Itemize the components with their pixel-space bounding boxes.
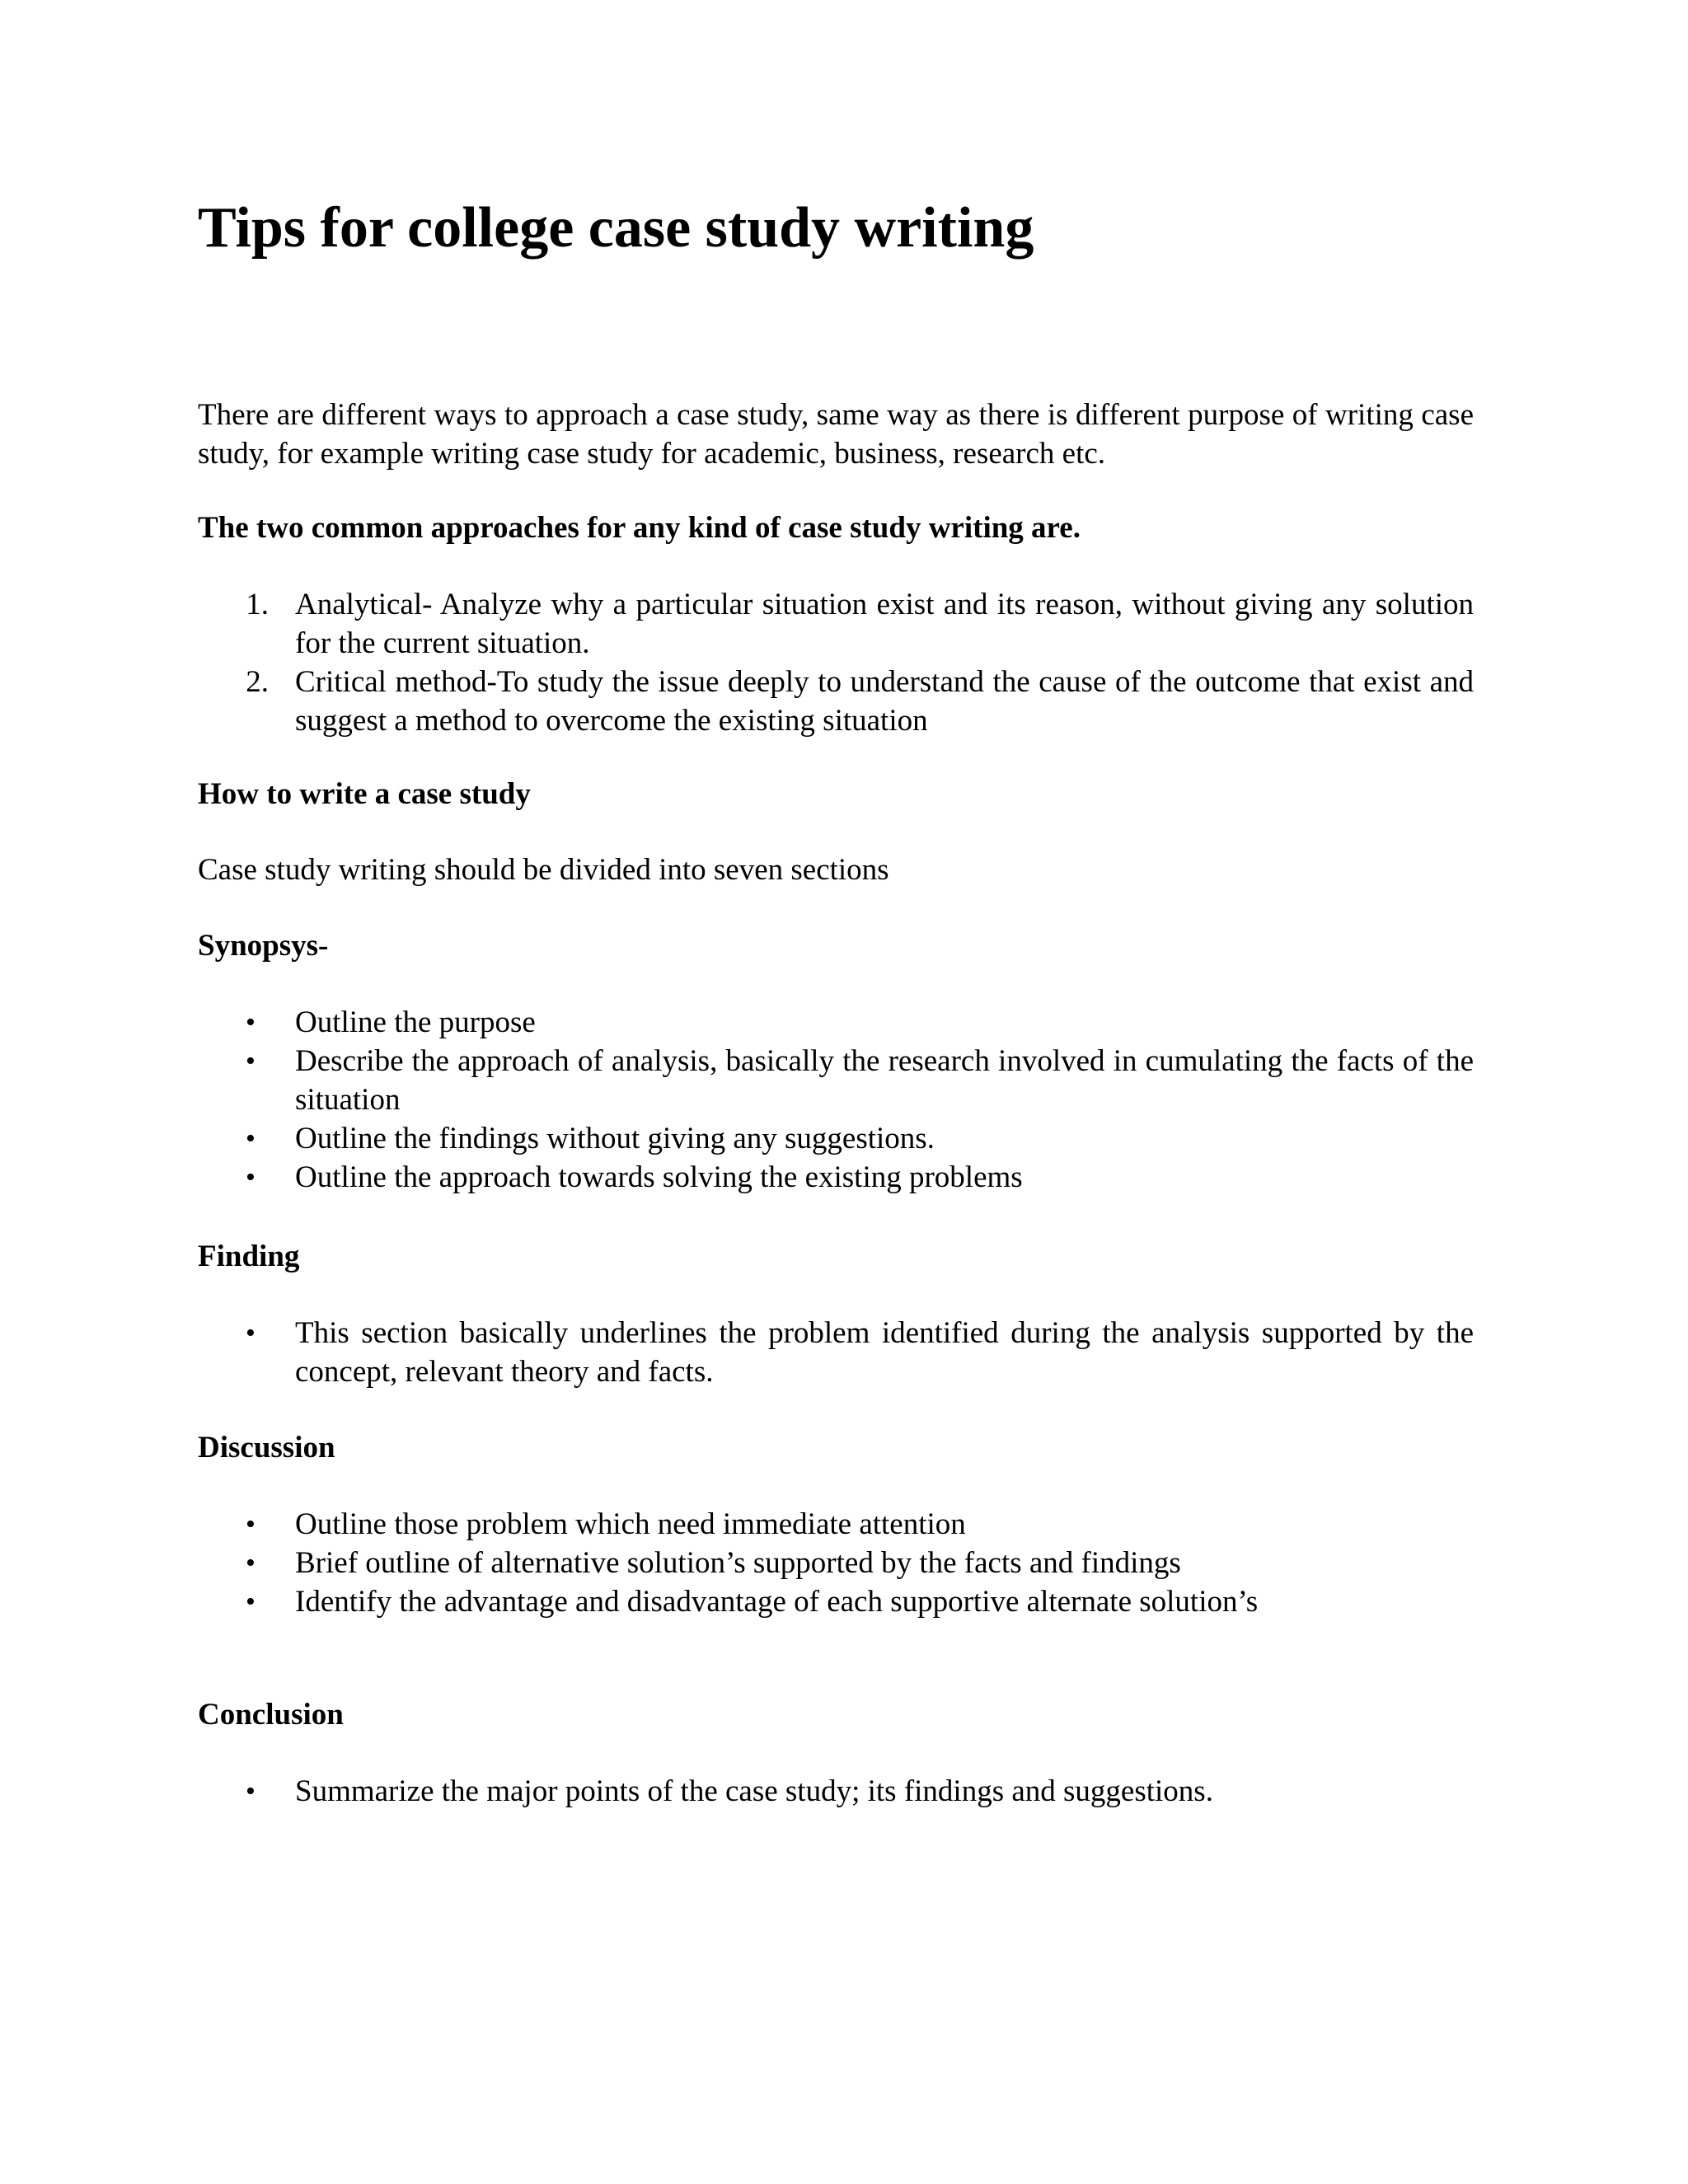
list-item bbox=[198, 585, 1474, 663]
list-item-text: Identify the advantage and disadvantage of each supportive alternate solution’s bbox=[295, 1585, 1259, 1619]
list-item-text: Outline the approach towards solving the existing problems bbox=[295, 1160, 1023, 1194]
list-item bbox=[198, 1544, 1474, 1582]
bullet-icon: • bbox=[246, 1046, 256, 1076]
approaches-list bbox=[198, 585, 1474, 740]
list-item-text: Analytical- Analyze why a particular situation exist and its reason, without giving any solution for the current situation. bbox=[295, 588, 1474, 660]
list-number: 1. bbox=[246, 588, 269, 621]
synopsys-heading: Synopsys- bbox=[198, 929, 329, 963]
list-item-text: Summarize the major points of the case study; its findings and suggestions. bbox=[295, 1774, 1213, 1808]
intro-paragraph: There are different ways to approach a case study, same way as there is different purpose of writing case study, for example writing case study for academic, business, research etc. bbox=[198, 398, 1474, 471]
list-item bbox=[198, 1505, 1474, 1544]
document-title: Tips for college case study writing bbox=[198, 196, 1034, 260]
bullet-icon: • bbox=[246, 1007, 256, 1038]
bullet-icon: • bbox=[246, 1123, 256, 1154]
list-item-text: Brief outline of alternative solution’s supported by the facts and findings bbox=[295, 1546, 1181, 1580]
list-item bbox=[198, 1772, 1474, 1811]
how-to-heading: How to write a case study bbox=[198, 777, 531, 811]
bullet-icon: • bbox=[246, 1548, 256, 1578]
synopsys-list bbox=[198, 1003, 1474, 1197]
list-item-text: This section basically underlines the problem identified during the analysis supported by the concept, relevant theory and facts. bbox=[295, 1316, 1474, 1389]
bullet-icon: • bbox=[246, 1509, 256, 1540]
approaches-heading: The two common approaches for any kind of case study writing are. bbox=[198, 511, 1081, 545]
list-item-text: Outline the purpose bbox=[295, 1005, 536, 1039]
list-item-text: Describe the approach of analysis, basically the research involved in cumulating the facts of the situation bbox=[295, 1044, 1474, 1117]
conclusion-list bbox=[198, 1772, 1474, 1811]
bullet-icon: • bbox=[246, 1586, 256, 1617]
list-item-text: Outline the findings without giving any suggestions. bbox=[295, 1122, 935, 1155]
list-number: 2. bbox=[246, 665, 269, 699]
discussion-list bbox=[198, 1505, 1474, 1621]
bullet-icon: • bbox=[246, 1776, 256, 1807]
list-item bbox=[198, 1582, 1474, 1621]
discussion-heading: Discussion bbox=[198, 1431, 335, 1465]
list-item bbox=[198, 1003, 1474, 1042]
finding-list bbox=[198, 1314, 1474, 1391]
list-item bbox=[198, 1314, 1474, 1391]
how-to-text: Case study writing should be divided into seven sections bbox=[198, 853, 889, 887]
list-item bbox=[198, 1119, 1474, 1158]
finding-heading: Finding bbox=[198, 1240, 300, 1273]
conclusion-heading: Conclusion bbox=[198, 1698, 344, 1732]
list-item-text: Critical method-To study the issue deeply to understand the cause of the outcome that exist and suggest a method to overcome the existing situation bbox=[295, 665, 1474, 738]
list-item-text: Outline those problem which need immediate attention bbox=[295, 1507, 966, 1541]
list-item bbox=[198, 1158, 1474, 1197]
bullet-icon: • bbox=[246, 1162, 256, 1193]
list-item bbox=[198, 1042, 1474, 1119]
list-item bbox=[198, 663, 1474, 740]
bullet-icon: • bbox=[246, 1318, 256, 1348]
